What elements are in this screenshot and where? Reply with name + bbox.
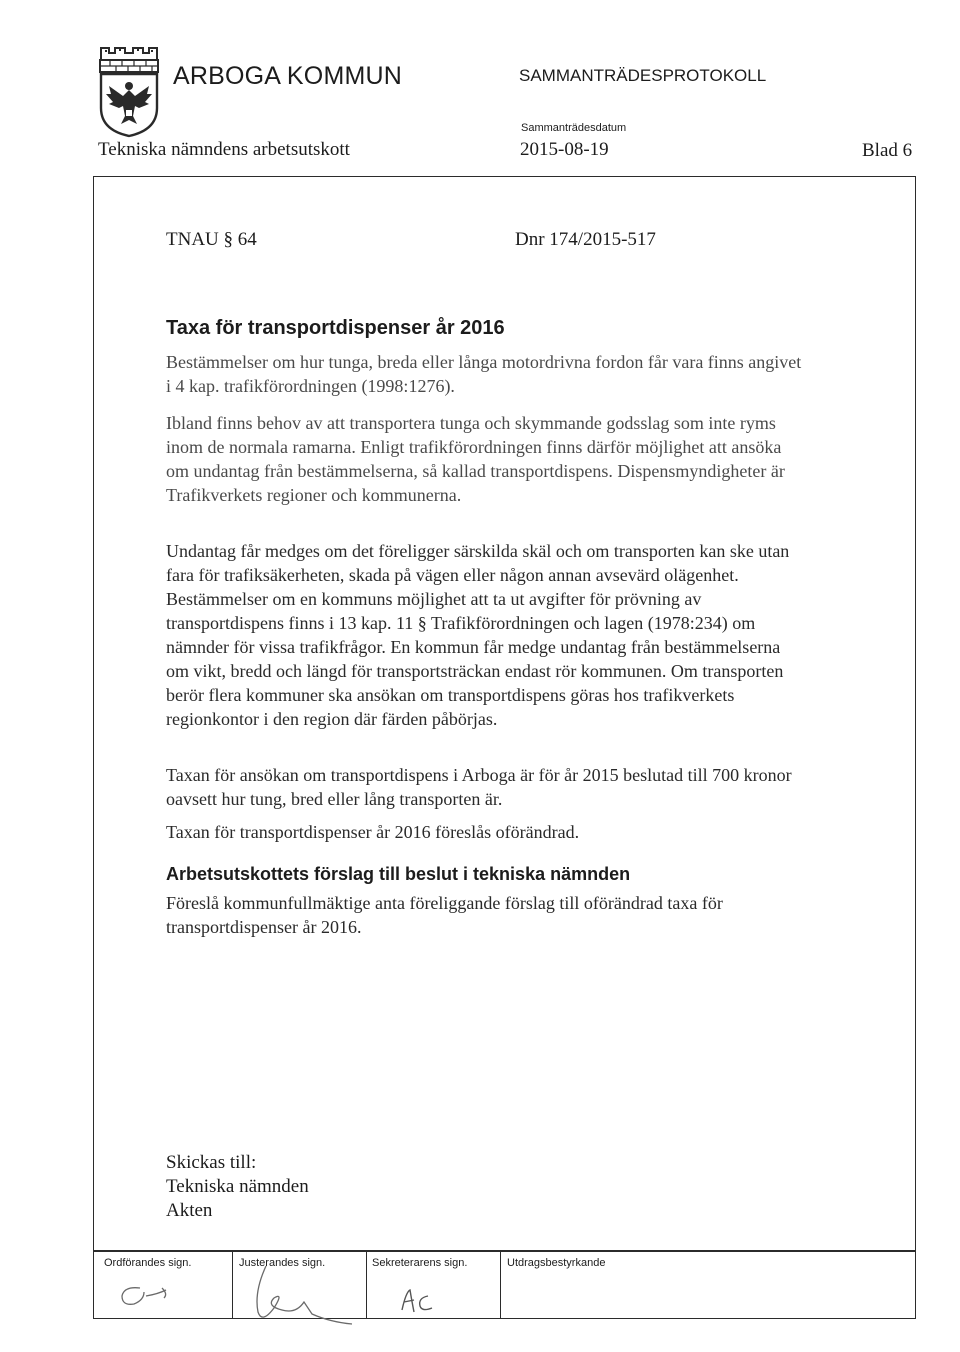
adjuster-signature (244, 1262, 356, 1332)
divider (366, 1252, 367, 1318)
organization-name: ARBOGA KOMMUN (173, 62, 403, 90)
item-title: Taxa för transportdispenser år 2016 (166, 317, 505, 339)
chair-signature (118, 1280, 204, 1310)
paragraph: Ibland finns behov av att transportera tunga och skymmande godsslag som inte ryms inom de normala ramarna. Enligt trafikförordningen finns därför möjlighet att ansöka om undantag från bestämmelserna, så kallad transportdispens. Dispensmyndigheter är Trafikverkets regioner och kommunerna. (166, 413, 785, 505)
committee-name: Tekniska nämndens arbetsutskott (98, 139, 350, 160)
excerpt-certified-label: Utdragsbestyrkande (507, 1257, 606, 1269)
paragraph: Taxan för transportdispenser år 2016 föreslås oförändrad. (166, 822, 580, 842)
signature-rule (93, 1250, 916, 1252)
page-frame (93, 176, 916, 1319)
distribution-label: Skickas till: (166, 1152, 257, 1173)
paragraph: Bestämmelser om hur tunga, breda eller långa motordrivna fordon får vara finns angivet i 4 kap. trafikförordningen (1998:1276). (166, 352, 802, 396)
document-type: SAMMANTRÄDESPROTOKOLL (519, 66, 767, 85)
paragraph: Undantag får medges om det föreligger särskilda skäl och om transporten kan ske utan fara för trafiksäkerheten, skada på vägen eller någon annan avsevärd olägenhet. Bestämmelser om en kommuns möjlighet att ta ut avgifter för prövning av transportdispens finns i 13 kap. 11 § Trafikförordningen och lagen (1978:234) om nämnder för vissa trafikfrågor. En kommun får medge undantag från bestämmelserna om vikt, bredd och längd för transportsträckan endast rör kommunen. Om transporten berör flera kommuner ska ansökan om transportdispens göras hos trafikverkets regionkontor i den region där färden påbörjas. (166, 541, 790, 729)
divider (500, 1252, 501, 1318)
distribution-list (166, 1151, 309, 1223)
proposal-text: Föreslå kommunfullmäktige anta föreliggande förslag till oförändrad taxa för transportdispenser år 2016. (166, 893, 723, 937)
proposal-heading: Arbetsutskottets förslag till beslut i tekniska nämnden (166, 864, 631, 884)
case-number: Dnr 174/2015-517 (515, 229, 656, 250)
adjuster-signature-label: Justerandes sign. (239, 1257, 326, 1269)
secretary-signature (398, 1286, 438, 1314)
recipient: Tekniska nämnden (166, 1176, 309, 1197)
section-reference: TNAU § 64 (166, 229, 257, 250)
paragraph: Taxan för ansökan om transportdispens i Arboga är för år 2015 beslutad till 700 kronor oavsett hur tung, bred eller lång transporten är. (166, 765, 792, 809)
divider (232, 1252, 233, 1318)
secretary-signature-label: Sekreterarens sign. (372, 1257, 468, 1269)
meeting-date: 2015-08-19 (520, 139, 609, 160)
page-number: Blad 6 (862, 140, 913, 161)
recipient: Akten (166, 1200, 213, 1221)
chair-signature-label: Ordförandes sign. (104, 1257, 192, 1269)
meeting-date-label: Sammanträdesdatum (521, 122, 627, 134)
coat-of-arms-logo (97, 46, 161, 138)
